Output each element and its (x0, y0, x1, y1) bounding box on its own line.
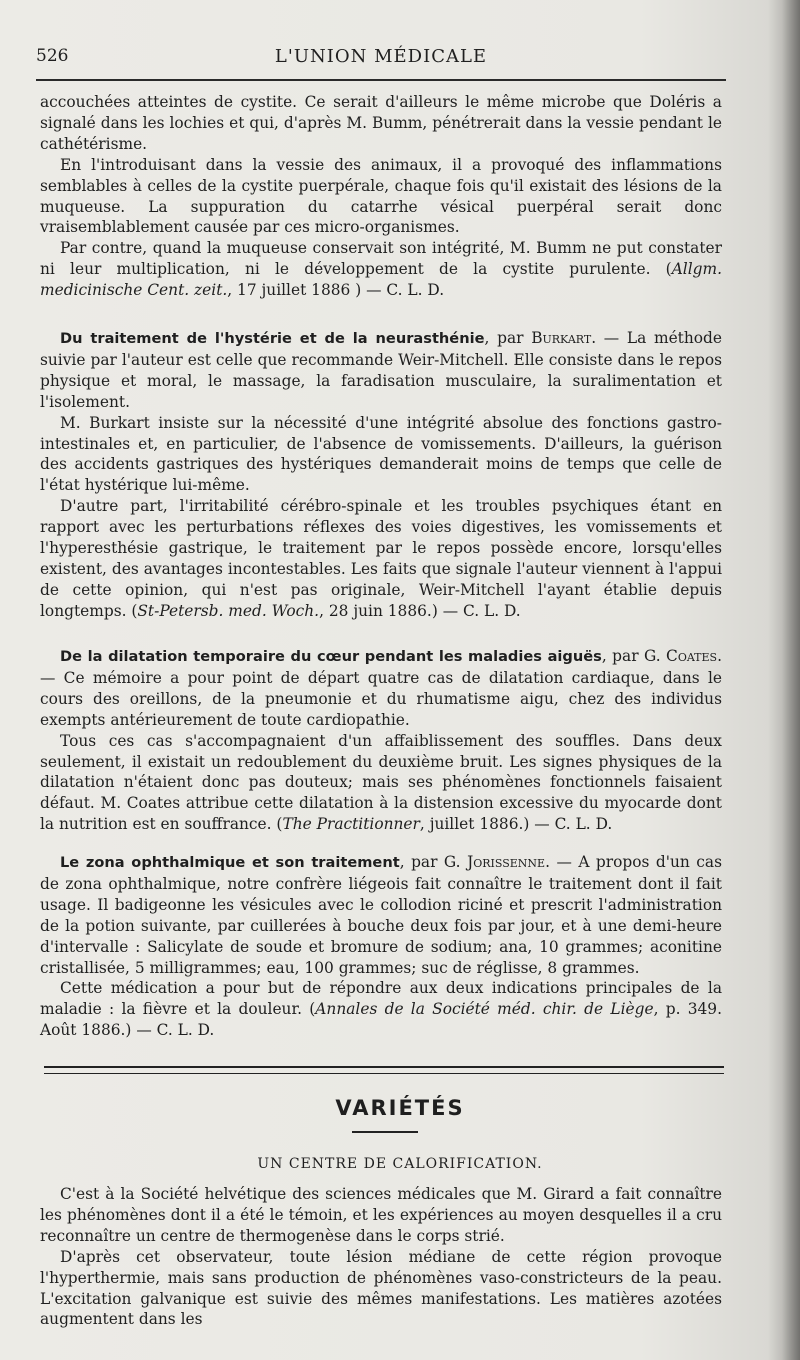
article-title: Du traitement de l'hystérie et de la neurasthénie (60, 330, 485, 347)
paragraph-text: Cette médication a pour but de répondre aux deux indications principales de la maladie : la fièvre et la douleur. ( (40, 979, 722, 1019)
paragraph-text: D'autre part, l'irritabilité cérébro-spinale et les troubles psychiques étant en rapport avec les perturbations réflexes des voies digestives, les vomissements et l'hyperesthésie gastrique, le traitement par le repos possède encore, lorsqu'elles existent, des avantages incontestables. Les faits que signale l'auteur viennent à l'appui de cette opinion, qui n'est pas originale, Weir-Mitchell l'ayant établie depuis longtemps. ( (40, 497, 722, 620)
paragraph (40, 496, 722, 621)
article-zona (40, 852, 722, 1041)
author-name: Burkart (531, 329, 592, 347)
running-header (36, 46, 726, 74)
paragraph-text: . — La méthode suivie par l'auteur est celle que recommande Weir-Mitchell. Elle consiste dans le repos physique et moral, le massage, la faradisation musculaire, la suralimentation et l'isolement. (40, 329, 723, 411)
byline-prefix: , par G. (399, 853, 468, 871)
paragraph: accouchées atteintes de cystite. Ce serait d'ailleurs le même microbe que Doléris a signalé dans les lochies et qui, d'après M. Bumm, pénétrerait dans la vessie pendant le cathétérisme. (40, 93, 722, 153)
section-divider (44, 1066, 724, 1074)
continued-article (40, 92, 722, 301)
section-subtitle: UN CENTRE DE CALORIFICATION. (257, 1156, 543, 1172)
paragraph-text: Par contre, quand la muqueuse conservait son intégrité, M. Bumm ne put constater ni leur multiplication, ni le développement de la cystite purulente. ( (40, 239, 722, 279)
paragraph (40, 328, 722, 413)
paragraph (40, 852, 722, 978)
source-citation: St-Petersb. med. Woch. (137, 601, 320, 620)
source-citation: Allgm. medicinische Cent. zeit. (40, 260, 722, 300)
author-name: Jorissenne (467, 853, 546, 871)
byline-prefix: , par G. (601, 647, 667, 665)
citation-end: , 28 juin 1886.) — C. L. D. (319, 601, 521, 620)
section-title: VARIÉTÉS (335, 1096, 465, 1120)
author-name: Coates (666, 647, 718, 665)
article-dilatation (40, 646, 722, 835)
citation-end: , 17 juillet 1886 ) — C. L. D. (227, 281, 445, 300)
varietes-body (40, 1184, 722, 1330)
page-number: 526 (36, 46, 69, 66)
source-citation: The Practitionner (282, 815, 420, 834)
paragraph: En l'introduisant dans la vessie des animaux, il a provoqué des inflammations semblables à celles de la cystite puerpérale, chaque fois qu'il existait des lésions de la muqueuse. La suppuration du catarrhe vésical puerpéral serait donc vraisemblablement causée par ces micro-organismes. (40, 155, 722, 237)
journal-title: L'UNION MÉDICALE (274, 46, 488, 67)
article-title: De la dilatation temporaire du cœur pendant les maladies aiguës (60, 648, 602, 665)
paragraph-text: Tous ces cas s'accompagnaient d'un affaiblissement des souffles. Dans deux seulement, il existait un redoublement du deuxième bruit. Les signes physiques de la dilatation n'étaient donc pas douteux; mais ses phénomènes fonctionnels faisaient défaut. M. Coates attribue cette dilatation à la distension excessive du myocarde dont la nutrition est en souffrance. ( (40, 731, 722, 834)
paragraph (40, 731, 722, 836)
source-citation: Annales de la Société méd. chir. de Liège (315, 1000, 654, 1019)
byline-prefix: , par (484, 329, 532, 347)
paragraph: C'est à la Société helvétique des sciences médicales que M. Girard a fait connaître les phénomènes dont il a été le témoin, et les expériences au moyen desquelles il a cru reconnaître un centre de thermogenèse dans le corps strié. (40, 1185, 722, 1245)
paragraph (40, 646, 722, 731)
article-title: Le zona ophthalmique et son traitement (60, 854, 400, 871)
header-rule (36, 79, 726, 81)
title-underline (352, 1131, 418, 1133)
article-hysteria (40, 328, 722, 622)
paragraph (40, 978, 722, 1041)
citation-end: , p. 349. Août 1886.) — C. L. D. (40, 1000, 722, 1040)
paragraph (40, 238, 722, 301)
paragraph-text: . — A propos d'un cas de zona ophthalmique, notre confrère liégeois fait connaître le traitement dont il fait usage. Il badigeonne les vésicules avec le collodion riciné et prescrit l'administration de la potion suivante, par cuillerées à bouche deux fois par jour, et à une demi-heure d'intervalle : Salicylate de soude et bromure de sodium; ana, 10 grammes; aconitine cristallisée, 5 milligrammes; eau, 100 grammes; suc de réglisse, 8 grammes. (40, 853, 722, 977)
paragraph-text: . — Ce mémoire a pour point de départ quatre cas de dilatation cardiaque, dans le cours des oreillons, de la pneumonie et du rhumatisme aigu, chez des individus exempts antérieurement de toute cardiopathie. (40, 647, 722, 729)
paragraph: D'après cet observateur, toute lésion médiane de cette région provoque l'hyperthermie, mais sans production de phénomènes vaso-constricteurs de la peau. L'excitation galvanique est suivie des mêmes manifestations. Les matières azotées augmentent dans les (40, 1247, 722, 1329)
citation-end: , juillet 1886.) — C. L. D. (419, 815, 613, 834)
paragraph: M. Burkart insiste sur la nécessité d'une intégrité absolue des fonctions gastro-intestinales et, en particulier, de l'absence de vomissements. D'ailleurs, la guérison des accidents gastriques des hystériques demanderait moins de temps que celle de l'état hystérique lui-même. (40, 413, 722, 495)
